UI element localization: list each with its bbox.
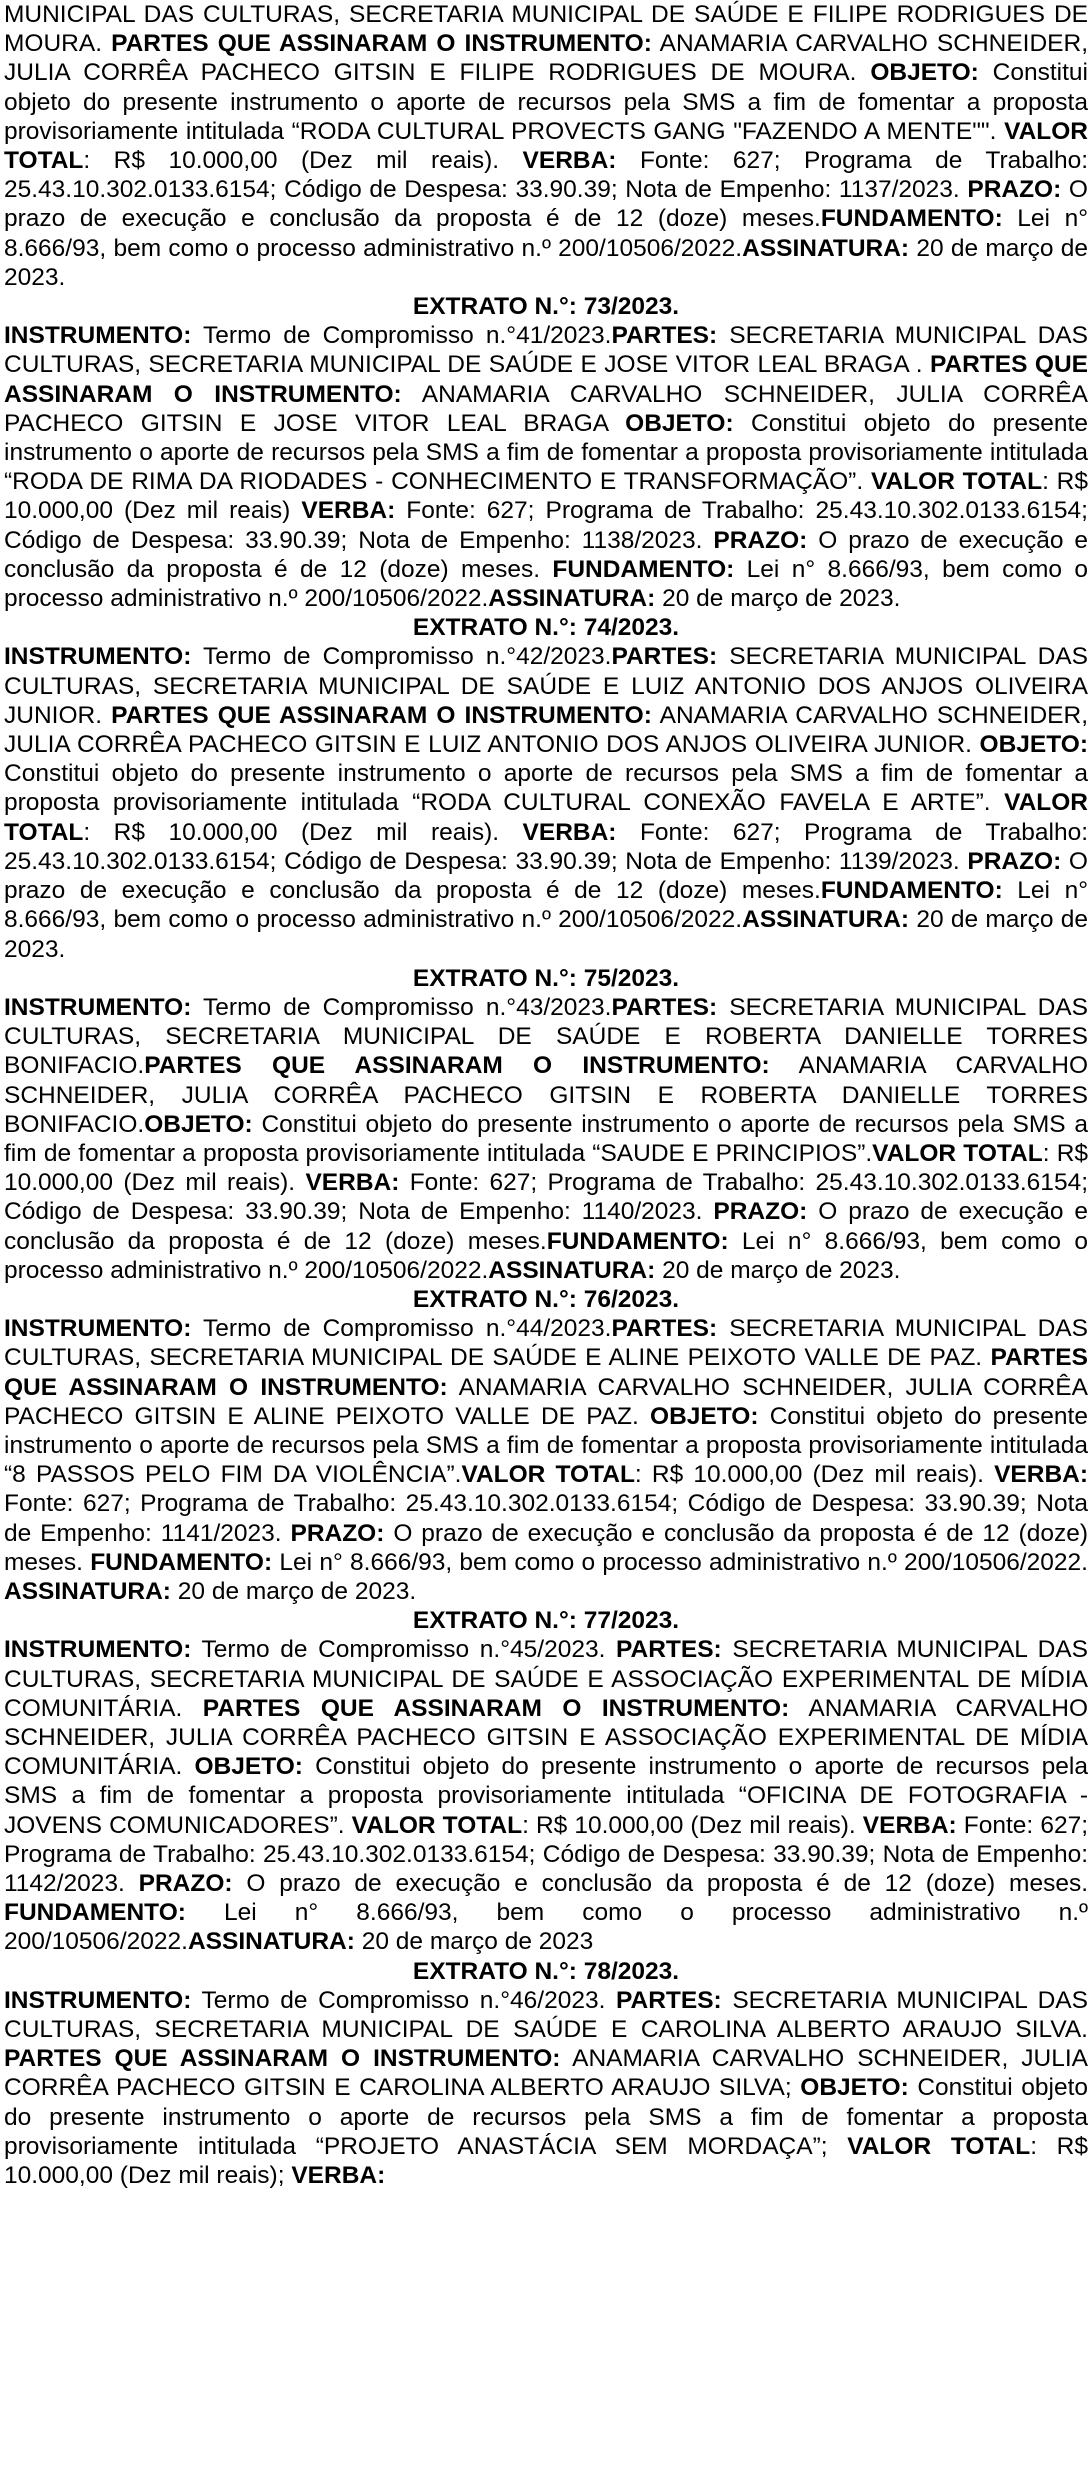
field-text: Termo de Compromisso n.°45/2023. — [191, 1636, 616, 1664]
field-label: ASSINATURA: — [488, 585, 656, 613]
field-text: ANAMARIA CARVALHO SCHNEIDER, JULIA CORRÊA PACHECO GITSIN E ROBERTA DANIELLE TORRES BONIFACIO. — [4, 1052, 1089, 1138]
field-label: FUNDAMENTO: — [820, 205, 1003, 233]
field-text: 20 de março de 2023. — [4, 234, 1088, 291]
field-text: Constitui objeto do presente instrumento o aporte de recursos pela SMS a fim de fomentar a proposta provisoriamente intitulada “PROJETO ANASTÁCIA SEM MORDAÇA”; — [4, 2074, 1088, 2160]
field-label: VERBA: — [522, 818, 617, 846]
field-label: FUNDAMENTO: — [4, 1899, 186, 1927]
extrato-heading: EXTRATO N.°: 78/2023. — [412, 1957, 680, 1985]
field-text: : R$ 10.000,00 (Dez mil reais). — [522, 1811, 863, 1839]
field-text: 20 de março de 2023. — [655, 585, 901, 613]
field-text: SECRETARIA MUNICIPAL DAS CULTURAS, SECRETARIA MUNICIPAL DE SAÚDE E JOSE VITOR LEAL BRAGA . — [4, 322, 1088, 379]
field-text: SECRETARIA MUNICIPAL DAS CULTURAS, SECRETARIA MUNICIPAL DE SAÚDE E ALINE PEIXOTO VALLE DE PAZ. — [4, 1315, 1088, 1372]
field-label: ASSINATURA: — [742, 234, 910, 262]
field-text: ANAMARIA CARVALHO SCHNEIDER, JULIA CORRÊA PACHECO GITSIN E ALINE PEIXOTO VALLE DE PAZ. — [4, 1373, 1088, 1430]
field-label: PARTES: — [616, 1986, 722, 2014]
field-label: PARTES: — [611, 1315, 718, 1343]
field-text: Fonte: 627; Programa de Trabalho: 25.43.10.302.0133.6154; Código de Despesa: 33.90.39; Nota de Empenho: 1141/2023. — [4, 1490, 1088, 1547]
field-label: PARTES QUE ASSINARAM O INSTRUMENTO: — [111, 701, 652, 729]
field-label: PARTES QUE ASSINARAM O INSTRUMENTO: — [111, 30, 652, 58]
field-text: Fonte: 627; Programa de Trabalho: 25.43.10.302.0133.6154; Código de Despesa: 33.90.39; Nota de Empenho: 1139/2023. — [4, 818, 1088, 875]
field-text: : R$ 10.000,00 (Dez mil reais). — [83, 147, 523, 175]
extrato-paragraph — [4, 1986, 1088, 2190]
field-text: : R$ 10.000,00 (Dez mil reais); — [4, 2132, 1088, 2190]
field-label: INSTRUMENTO: — [4, 643, 192, 671]
field-label: ASSINATURA: — [488, 1256, 656, 1284]
field-label: PRAZO: — [967, 847, 1062, 875]
field-label: PRAZO: — [290, 1519, 385, 1547]
field-text: Lei n° 8.666/93, bem como o processo administrativo n.º 200/10506/2022. — [4, 555, 1088, 613]
field-label: PRAZO: — [713, 1198, 808, 1226]
field-text: 20 de março de 2023. — [170, 1577, 417, 1605]
field-text: Constitui objeto do presente instrumento o aporte de recursos pela SMS a fim de fomentar a proposta provisoriamente intitulada “8 PASSOS PELO FIM DA VIOLÊNCIA”. — [4, 1402, 1088, 1489]
field-label: PARTES: — [611, 993, 718, 1021]
field-text: ANAMARIA CARVALHO SCHNEIDER, JULIA CORRÊA PACHECO GITSIN E LUIZ ANTONIO DOS ANJOS OLIVEIRA JUNIOR. — [4, 701, 1089, 759]
extrato-paragraph — [4, 642, 1088, 963]
field-label: VERBA: — [994, 1461, 1089, 1489]
field-text: Termo de Compromisso n.°43/2023. — [191, 993, 612, 1021]
field-text: O prazo de execução e conclusão da proposta é de 12 (doze) meses. — [232, 1870, 1089, 1897]
extrato-paragraph — [4, 0, 1088, 292]
field-label: PRAZO: — [713, 526, 808, 554]
field-label: VERBA: — [291, 2162, 386, 2190]
field-label: VALOR TOTAL — [872, 1139, 1043, 1167]
extrato-heading: EXTRATO N.°: 73/2023. — [412, 293, 680, 321]
field-text: Lei n° 8.666/93, bem como o processo administrativo n.º 200/10506/2022. — [4, 877, 1088, 934]
field-label: PARTES: — [611, 322, 718, 350]
extrato-paragraph — [4, 1635, 1088, 1956]
field-label: INSTRUMENTO: — [4, 1315, 192, 1343]
field-label: PARTES QUE ASSINARAM O INSTRUMENTO: — [4, 1344, 1088, 1401]
field-label: OBJETO: — [650, 1402, 759, 1430]
field-text: Constitui objeto do presente instrumento o aporte de recursos pela SMS a fim de fomentar a proposta provisoriamente intitulada “OFICINA DE FOTOGRAFIA - JOVENS COMUNICADORES”. — [4, 1753, 1088, 1839]
field-text: Constitui objeto do presente instrumento o aporte de recursos pela SMS a fim de fomentar a proposta provisoriamente intitulada “RODA DE RIMA DA RIODADES - CONHECIMENTO E TRANSFORMAÇÃO”. — [4, 409, 1088, 496]
field-text: O prazo de execução e conclusão da proposta é de 12 (doze) meses. — [4, 1519, 1088, 1576]
field-text: Fonte: 627; Programa de Trabalho: 25.43.10.302.0133.6154; Código de Despesa: 33.90.39; Nota de Empenho: 1138/2023. — [4, 497, 1088, 554]
field-text: ANAMARIA CARVALHO SCHNEIDER, JULIA CORRÊA PACHECO GITSIN E ASSOCIAÇÃO EXPERIMENTAL DE MÍDIA COMUNITÁRIA. — [4, 1694, 1088, 1781]
field-label: INSTRUMENTO: — [4, 1636, 192, 1664]
field-label: VALOR TOTAL — [461, 1461, 635, 1489]
field-text: O prazo de execução e conclusão da proposta é de 12 (doze) meses. — [4, 1198, 1088, 1255]
field-label: OBJETO: — [625, 409, 734, 437]
field-text: 20 de março de 2023. — [655, 1256, 901, 1284]
field-text: SECRETARIA MUNICIPAL DAS CULTURAS, SECRETARIA MUNICIPAL DE SAÚDE E CAROLINA ALBERTO ARAUJO SILVA. — [4, 1986, 1088, 2044]
field-label: PRAZO: — [967, 176, 1062, 204]
field-label: VERBA: — [305, 1169, 400, 1197]
field-label: FUNDAMENTO: — [90, 1548, 273, 1576]
field-text: Lei n° 8.666/93, bem como o processo administrativo n.º 200/10506/2022. — [272, 1548, 1088, 1576]
field-text: Fonte: 627; Programa de Trabalho: 25.43.10.302.0133.6154; Código de Despesa: 33.90.39; Nota de Empenho: 1137/2023. — [4, 147, 1088, 204]
field-label: FUNDAMENTO: — [552, 555, 735, 583]
field-text: Termo de Compromisso n.°41/2023. — [191, 322, 612, 350]
field-text: : R$ 10.000,00 (Dez mil reais) — [4, 468, 1088, 525]
field-label: INSTRUMENTO: — [4, 1986, 192, 2014]
field-text: O prazo de execução e conclusão da proposta é de 12 (doze) meses. — [4, 847, 1088, 905]
field-label: PRAZO: — [138, 1870, 233, 1897]
field-label: VALOR TOTAL — [870, 468, 1043, 496]
extrato-heading: EXTRATO N.°: 76/2023. — [412, 1285, 680, 1313]
field-label: VERBA: — [301, 497, 396, 525]
field-label: ASSINATURA: — [742, 906, 910, 934]
extrato-heading: EXTRATO N.°: 74/2023. — [412, 614, 680, 642]
field-label: PARTES: — [611, 643, 718, 671]
field-label: VERBA: — [862, 1811, 957, 1839]
field-label: ASSINATURA: — [4, 1577, 171, 1605]
field-text: Lei n° 8.666/93, bem como o processo administrativo n.º 200/10506/2022. — [4, 1899, 1088, 1956]
field-text: Constitui objeto do presente instrumento o aporte de recursos pela SMS a fim de fomentar a proposta provisoriamente intitulada “SAUDE E PRINCIPIOS”. — [4, 1110, 1088, 1167]
field-text: O prazo de execução e conclusão da proposta é de 12 (doze) meses. — [4, 176, 1088, 233]
field-text: MUNICIPAL DAS CULTURAS, SECRETARIA MUNICIPAL DE SAÚDE E FILIPE RODRIGUES DE MOURA. — [4, 1, 1088, 58]
field-text: Fonte: 627; Programa de Trabalho: 25.43.10.302.0133.6154; Código de Despesa: 33.90.39; Nota de Empenho: 1142/2023. — [4, 1811, 1089, 1897]
field-text: : R$ 10.000,00 (Dez mil reais). — [4, 1139, 1089, 1197]
field-text: : R$ 10.000,00 (Dez mil reais). — [634, 1461, 995, 1489]
field-text: Lei n° 8.666/93, bem como o processo administrativo n.º 200/10506/2022. — [4, 1227, 1088, 1284]
field-label: VALOR TOTAL — [351, 1811, 523, 1839]
field-text: SECRETARIA MUNICIPAL DAS CULTURAS, SECRETARIA MUNICIPAL DE SAÚDE E ASSOCIAÇÃO EXPERIMENTAL DE MÍDIA COMUNITÁRIA. — [4, 1636, 1088, 1722]
field-label: OBJETO: — [800, 2074, 909, 2102]
field-text: ANAMARIA CARVALHO SCHNEIDER, JULIA CORRÊA PACHECO GITSIN E JOSE VITOR LEAL BRAGA — [4, 380, 1088, 437]
field-text: SECRETARIA MUNICIPAL DAS CULTURAS, SECRETARIA MUNICIPAL DE SAÚDE E LUIZ ANTONIO DOS ANJOS OLIVEIRA JUNIOR. — [4, 643, 1088, 729]
field-text: Termo de Compromisso n.°42/2023. — [191, 643, 612, 671]
field-text: O prazo de execução e conclusão da proposta é de 12 (doze) meses. — [4, 526, 1088, 583]
field-label: OBJETO: — [194, 1753, 303, 1781]
field-text: Fonte: 627; Programa de Trabalho: 25.43.10.302.0133.6154; Código de Despesa: 33.90.39; Nota de Empenho: 1140/2023. — [4, 1169, 1088, 1226]
field-text: Termo de Compromisso n.°44/2023. — [191, 1315, 612, 1343]
field-label: OBJETO: — [870, 59, 979, 87]
field-label: FUNDAMENTO: — [820, 877, 1003, 905]
field-text: Constitui objeto do presente instrumento o aporte de recursos pela SMS a fim de fomentar a proposta provisoriamente intitulada “RODA CULTURAL PROVECTS GANG "FAZENDO A MENTE"". — [4, 59, 1088, 145]
field-label: INSTRUMENTO: — [4, 993, 192, 1021]
field-label: FUNDAMENTO: — [546, 1227, 729, 1255]
field-text: Lei n° 8.666/93, bem como o processo administrativo n.º 200/10506/2022. — [4, 205, 1088, 262]
field-label: PARTES: — [616, 1636, 722, 1664]
extrato-heading: EXTRATO N.°: 75/2023. — [412, 964, 680, 992]
field-label: VALOR TOTAL — [847, 2132, 1031, 2160]
field-text: 20 de março de 2023. — [4, 906, 1088, 963]
field-text: Constitui objeto do presente instrumento o aporte de recursos pela SMS a fim de fomentar a proposta provisoriamente intitulada “RODA CULTURAL CONEXÃO FAVELA E ARTE”. — [4, 760, 1088, 817]
extrato-paragraph — [4, 993, 1088, 1285]
field-text: ANAMARIA CARVALHO SCHNEIDER, JULIA CORRÊA PACHECO GITSIN E FILIPE RODRIGUES DE MOURA. — [4, 30, 1089, 87]
field-text: Termo de Compromisso n.°46/2023. — [191, 1986, 616, 2014]
extrato-paragraph — [4, 321, 1088, 613]
field-label: OBJETO: — [979, 731, 1088, 759]
field-label: PARTES QUE ASSINARAM O INSTRUMENTO: — [202, 1694, 790, 1722]
field-text: SECRETARIA MUNICIPAL DAS CULTURAS, SECRETARIA MUNICIPAL DE SAÚDE E ROBERTA DANIELLE TORRES BONIFACIO. — [4, 993, 1088, 1080]
field-label: OBJETO: — [144, 1110, 253, 1138]
field-label: ASSINATURA: — [187, 1928, 355, 1956]
extrato-paragraph — [4, 1314, 1088, 1606]
field-text: 20 de março de 2023 — [354, 1928, 594, 1956]
field-text: : R$ 10.000,00 (Dez mil reais). — [83, 818, 523, 846]
field-label: PARTES QUE ASSINARAM O INSTRUMENTO: — [4, 351, 1088, 408]
field-text: ANAMARIA CARVALHO SCHNEIDER, JULIA CORRÊA PACHECO GITSIN E CAROLINA ALBERTO ARAUJO SILVA; — [4, 2045, 1089, 2102]
field-label: VALOR TOTAL — [4, 789, 1088, 846]
field-label: VERBA: — [522, 147, 617, 175]
extrato-heading: EXTRATO N.°: 77/2023. — [412, 1607, 680, 1635]
field-label: PARTES QUE ASSINARAM O INSTRUMENTO: — [144, 1052, 770, 1080]
field-label: PARTES QUE ASSINARAM O INSTRUMENTO: — [4, 2045, 561, 2073]
field-label: VALOR TOTAL — [4, 117, 1088, 175]
field-label: INSTRUMENTO: — [4, 322, 192, 350]
